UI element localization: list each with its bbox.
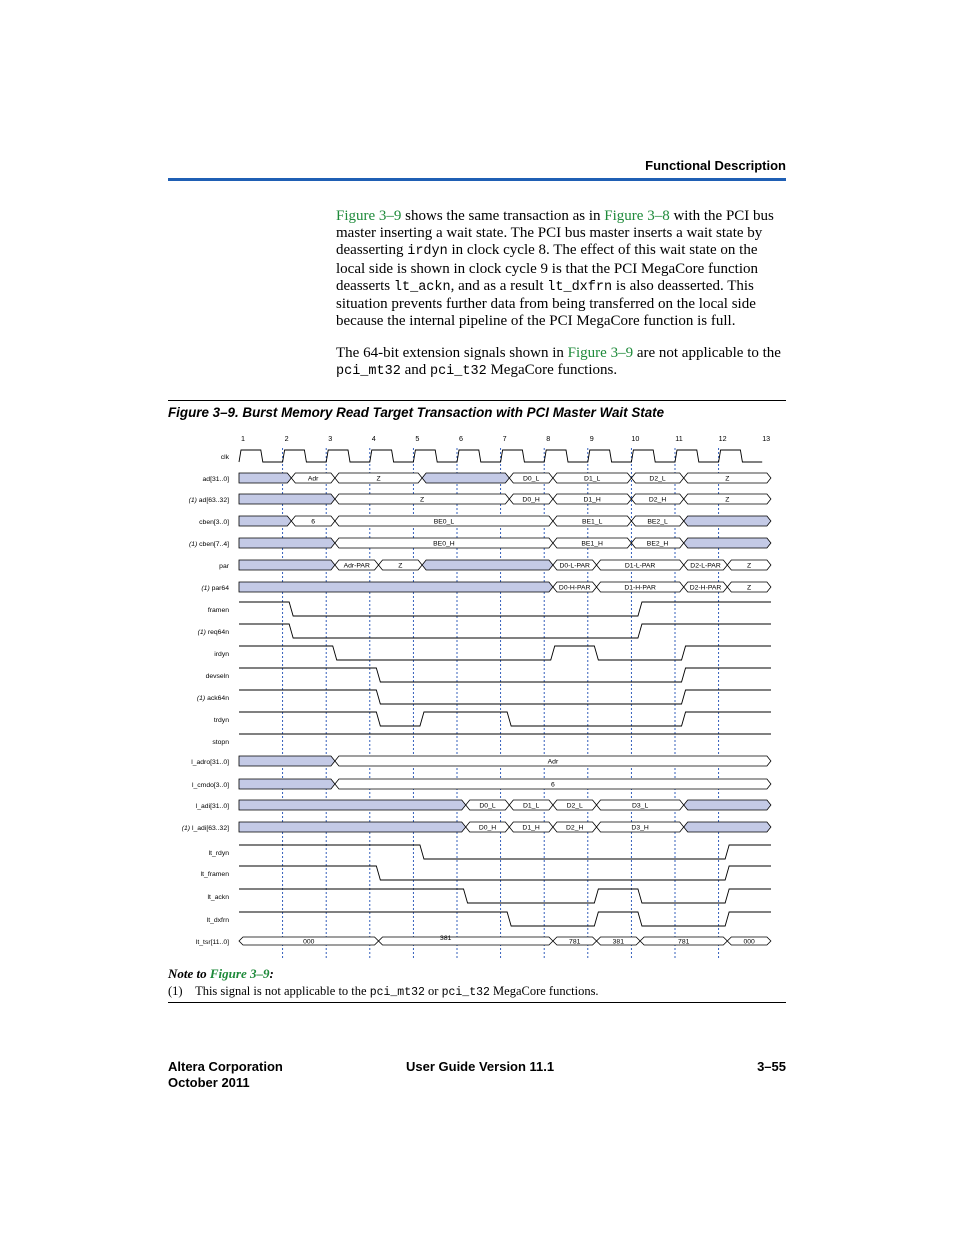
par-value: D0-L-PAR (559, 562, 590, 570)
l-adi-lo-value: D1_L (522, 802, 540, 810)
par-segment (239, 560, 335, 570)
text: The 64-bit extension signals shown in (336, 345, 568, 361)
signal-label: (1) cben[7..4] (188, 541, 229, 548)
l-adro-value: Adr (547, 758, 559, 766)
code-signal: pci_mt32 (336, 364, 401, 380)
par64-segment (239, 582, 553, 592)
par-value: Adr-PAR (343, 562, 370, 570)
cben-lo-segment (239, 516, 291, 526)
code-signal: lt_ackn (393, 279, 451, 295)
lt-tsr-value: 381 (440, 935, 452, 942)
ad-lo-segment (422, 473, 509, 483)
l-adi-lo-value: D3_L (631, 802, 649, 810)
text: and (400, 362, 430, 379)
cben-hi-value: BE1_H (581, 540, 603, 548)
clock-number: 10 (631, 434, 640, 443)
cben-hi-segment (684, 538, 771, 548)
ad-lo-value: Z (725, 475, 730, 483)
l-adi-hi-value: D2_H (566, 824, 584, 832)
signal-label: (1) par64 (201, 585, 229, 592)
cben-lo-value: BE0_L (433, 518, 455, 526)
text: shows the same transaction as in (401, 208, 605, 224)
lt-tsr-value: 781 (678, 938, 690, 946)
cben-lo-segment (684, 516, 771, 526)
clock-number: 3 (328, 434, 333, 443)
l-adi-hi-value: D3_H (631, 824, 649, 832)
code-signal: irdyn (407, 244, 448, 260)
footer-date: October 2011 (168, 1074, 250, 1090)
text: MegaCore functions. (486, 362, 618, 379)
clock-number: 1 (241, 434, 245, 443)
code-signal: pci_t32 (441, 986, 490, 999)
l-adi-hi-value: D1_H (522, 824, 540, 832)
ad-lo-value: D0_L (522, 475, 540, 483)
signal-label: lt_rdyn (208, 850, 229, 857)
ad-hi-value: D1_H (583, 496, 601, 504)
signal-label: irdyn (214, 651, 229, 658)
figure-caption: Figure 3–9. Burst Memory Read Target Transaction with PCI Master Wait State (168, 405, 665, 420)
signal-label: framen (207, 607, 229, 614)
cben-lo-value: BE2_L (647, 518, 668, 526)
figure-notes (168, 966, 786, 999)
l-adi-lo-value: D2_L (566, 802, 583, 810)
ad-hi-value: D2_H (648, 496, 667, 504)
par64-value: Z (747, 584, 752, 592)
lt-framen-waveform (239, 866, 771, 880)
ad-lo-segment (239, 473, 291, 483)
trdyn-waveform (239, 712, 771, 726)
signal-label: ad[31..0] (202, 476, 229, 483)
signal-label: l_cmdo[3..0] (191, 782, 229, 789)
signal-label: lt_tsr[11..0] (195, 939, 229, 946)
note-number: (1) (168, 984, 183, 998)
l-adi-hi-segment (684, 822, 771, 832)
lt-dxfrn-waveform (239, 912, 771, 926)
ad-lo-value: D1_L (584, 475, 601, 483)
l-adi-lo-segment (239, 800, 466, 810)
clock-number: 4 (371, 434, 376, 443)
text: are not applicable to the (633, 345, 781, 361)
l-adi-hi-value: D0_H (478, 824, 497, 832)
text: is also deasserted. This situation prevents further data from being transferred on the local side because the internal pipeline of the PCI MegaCore function is full. (336, 277, 756, 330)
signal-label: clk (220, 454, 229, 461)
footer-left (168, 1059, 283, 1090)
code-signal: pci_t32 (429, 364, 487, 380)
lt-tsr-value: 000 (743, 938, 755, 946)
signal-label: devseln (205, 673, 229, 680)
signal-label: cben[3..0] (199, 519, 229, 526)
par-value: D1-L-PAR (624, 562, 656, 570)
text: or (424, 984, 442, 998)
signal-label: stopn (212, 739, 229, 746)
clock-number: 9 (589, 434, 594, 443)
lt-rdyn-waveform (239, 845, 771, 859)
devseln-waveform (239, 668, 771, 682)
cben-hi-value: BE2_H (646, 540, 669, 548)
par64-value: D0-H-PAR (558, 584, 591, 592)
l-adi-lo-segment (684, 800, 771, 810)
notes-title-prefix: Note to (168, 966, 210, 981)
figure-link[interactable]: Figure 3–8 (604, 208, 670, 224)
cben-lo-value: 6 (311, 518, 316, 526)
signal-label: (1) ad[63..32] (188, 497, 229, 504)
l-adi-hi-segment (239, 822, 466, 832)
signal-label: trdyn (213, 717, 229, 724)
signal-label: (1) l_adi[63..32] (181, 825, 229, 832)
par64-value: D1-H-PAR (624, 584, 656, 592)
section-title: Functional Description (645, 158, 786, 173)
par-segment (422, 560, 553, 570)
signal-label: (1) ack64n (196, 695, 229, 702)
l-cmdo-value: 6 (551, 781, 555, 789)
footer-guide: User Guide Version 11.1 (406, 1059, 555, 1074)
clock-number: 11 (675, 434, 683, 443)
ad-hi-segment (239, 494, 335, 504)
l-adi-lo-value: D0_L (479, 802, 496, 810)
code-signal: lt_dxfrn (547, 279, 613, 295)
lt-tsr-value: 381 (612, 938, 624, 946)
footer-page: 3–55 (757, 1059, 786, 1074)
cben-hi-segment (239, 538, 335, 548)
text: , and as a result (450, 277, 548, 294)
cben-lo-value: BE1_L (581, 518, 603, 526)
footer-company: Altera Corporation (168, 1059, 283, 1074)
signal-label: lt_dxfrn (206, 917, 229, 924)
signal-label: lt_framen (200, 871, 229, 878)
ad-lo-value: Adr (307, 475, 319, 483)
ack64n-waveform (239, 690, 771, 704)
ad-hi-value: Z (420, 496, 425, 504)
signal-label: l_adi[31..0] (195, 803, 229, 810)
lt-tsr-value: 000 (303, 938, 315, 946)
text: with the PCI bus master inserting a wait state. The PCI bus master inserts a wait state by deasserting (336, 208, 774, 259)
clock-number: 7 (502, 434, 507, 443)
clock-number: 12 (718, 434, 727, 443)
clock-number: 13 (762, 434, 771, 443)
cben-hi-value: BE0_H (433, 540, 455, 548)
clock-number: 6 (459, 434, 463, 443)
figure-link[interactable]: Figure 3–9 (336, 208, 402, 224)
notes-title-suffix: : (269, 966, 274, 981)
signal-label: (1) req64n (197, 629, 229, 636)
notes-figure-link[interactable]: Figure 3–9 (209, 966, 270, 981)
signal-label: l_adro[31..0] (191, 759, 229, 766)
text: This signal is not applicable to the (195, 984, 370, 998)
lt-tsr-value: 781 (569, 938, 581, 946)
l-cmdo-segment (239, 779, 335, 789)
req64n-waveform (239, 624, 771, 638)
ad-hi-value: D0_H (522, 496, 540, 504)
ad-hi-value: Z (725, 496, 730, 504)
ad-lo-value: Z (376, 475, 381, 483)
framen-waveform (239, 602, 771, 616)
text: in clock cycle 8. The effect of this wait state on the local side is shown in clock cycle 9 is that the PCI MegaCore function deasserts (336, 242, 758, 294)
l-adro-segment (239, 756, 335, 766)
irdyn-waveform (239, 646, 771, 660)
text: MegaCore functions. (489, 984, 599, 998)
signal-label: lt_ackn (207, 894, 229, 901)
clock-number: 5 (415, 434, 420, 443)
notes-bottom-rule (168, 1002, 786, 1003)
signal-label: par (219, 563, 229, 570)
lt-tsr-segment (379, 937, 553, 945)
clock-number: 8 (546, 434, 551, 443)
code-signal: pci_mt32 (369, 986, 425, 999)
clock-number: 2 (284, 434, 289, 443)
par-value: D2-L-PAR (690, 562, 721, 570)
par64-value: D2-H-PAR (689, 584, 722, 592)
par-value: Z (398, 562, 403, 570)
par-value: Z (747, 562, 752, 570)
lt-ackn-waveform (239, 889, 771, 903)
ad-lo-value: D2_L (649, 475, 666, 483)
note-item (168, 984, 786, 999)
figure-link[interactable]: Figure 3–9 (567, 345, 634, 361)
